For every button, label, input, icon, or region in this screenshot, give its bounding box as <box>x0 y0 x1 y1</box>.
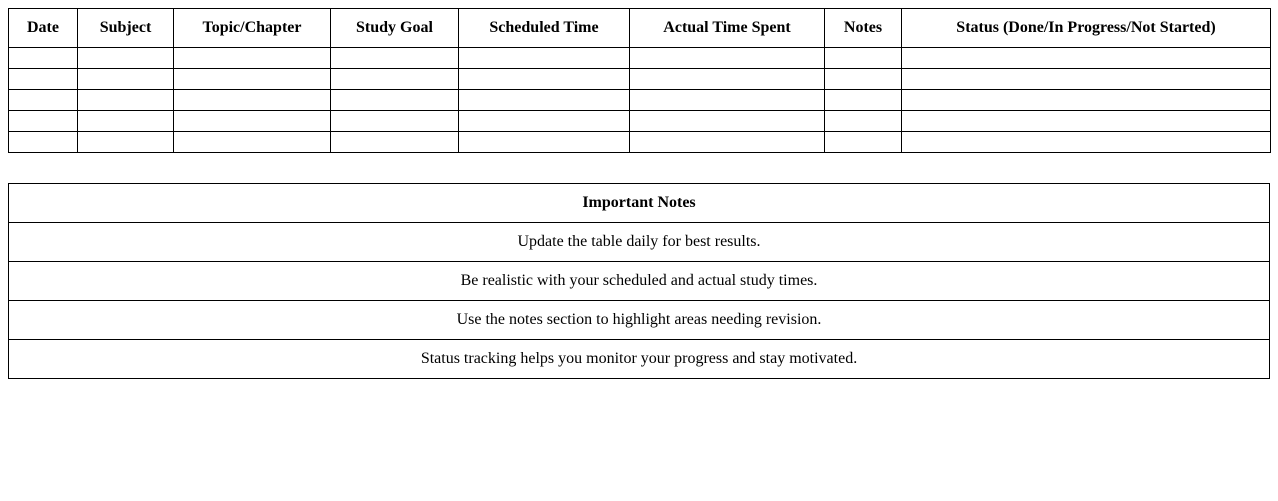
table-cell[interactable] <box>174 90 331 111</box>
table-cell[interactable] <box>459 132 630 153</box>
header-actual-time-spent: Actual Time Spent <box>630 9 825 48</box>
table-cell[interactable] <box>459 111 630 132</box>
header-date: Date <box>9 9 78 48</box>
note-item: Status tracking helps you monitor your progress and stay motivated. <box>9 340 1270 379</box>
notes-row <box>9 340 1270 379</box>
table-cell[interactable] <box>174 69 331 90</box>
tracker-header-row <box>9 9 1271 48</box>
notes-row <box>9 262 1270 301</box>
table-cell[interactable] <box>331 111 459 132</box>
table-cell[interactable] <box>9 48 78 69</box>
table-cell[interactable] <box>825 48 902 69</box>
notes-heading: Important Notes <box>9 184 1270 223</box>
table-cell[interactable] <box>78 90 174 111</box>
table-cell[interactable] <box>78 69 174 90</box>
header-study-goal: Study Goal <box>331 9 459 48</box>
table-cell[interactable] <box>78 48 174 69</box>
table-cell[interactable] <box>78 111 174 132</box>
study-tracker-table <box>8 8 1271 153</box>
table-cell[interactable] <box>825 90 902 111</box>
table-cell[interactable] <box>630 90 825 111</box>
notes-row <box>9 301 1270 340</box>
table-row <box>9 132 1271 153</box>
note-item: Use the notes section to highlight areas needing revision. <box>9 301 1270 340</box>
table-cell[interactable] <box>630 69 825 90</box>
table-cell[interactable] <box>825 111 902 132</box>
header-scheduled-time: Scheduled Time <box>459 9 630 48</box>
notes-header-row <box>9 184 1270 223</box>
table-row <box>9 111 1271 132</box>
table-cell[interactable] <box>902 132 1271 153</box>
header-notes: Notes <box>825 9 902 48</box>
table-cell[interactable] <box>459 90 630 111</box>
table-cell[interactable] <box>630 132 825 153</box>
table-row <box>9 48 1271 69</box>
table-cell[interactable] <box>331 132 459 153</box>
table-cell[interactable] <box>630 48 825 69</box>
notes-row <box>9 223 1270 262</box>
table-cell[interactable] <box>78 132 174 153</box>
header-topic-chapter: Topic/Chapter <box>174 9 331 48</box>
header-subject: Subject <box>78 9 174 48</box>
table-cell[interactable] <box>331 48 459 69</box>
table-cell[interactable] <box>9 69 78 90</box>
table-cell[interactable] <box>902 69 1271 90</box>
table-cell[interactable] <box>902 111 1271 132</box>
table-cell[interactable] <box>459 48 630 69</box>
note-item: Be realistic with your scheduled and actual study times. <box>9 262 1270 301</box>
important-notes-table <box>8 183 1270 379</box>
table-cell[interactable] <box>9 111 78 132</box>
table-cell[interactable] <box>174 111 331 132</box>
table-cell[interactable] <box>902 90 1271 111</box>
table-cell[interactable] <box>9 132 78 153</box>
table-cell[interactable] <box>459 69 630 90</box>
table-row <box>9 69 1271 90</box>
table-cell[interactable] <box>174 132 331 153</box>
note-item: Update the table daily for best results. <box>9 223 1270 262</box>
table-cell[interactable] <box>9 90 78 111</box>
table-cell[interactable] <box>902 48 1271 69</box>
table-cell[interactable] <box>331 69 459 90</box>
header-status: Status (Done/In Progress/Not Started) <box>902 9 1271 48</box>
table-cell[interactable] <box>630 111 825 132</box>
table-cell[interactable] <box>331 90 459 111</box>
table-cell[interactable] <box>825 69 902 90</box>
table-cell[interactable] <box>174 48 331 69</box>
table-cell[interactable] <box>825 132 902 153</box>
table-row <box>9 90 1271 111</box>
